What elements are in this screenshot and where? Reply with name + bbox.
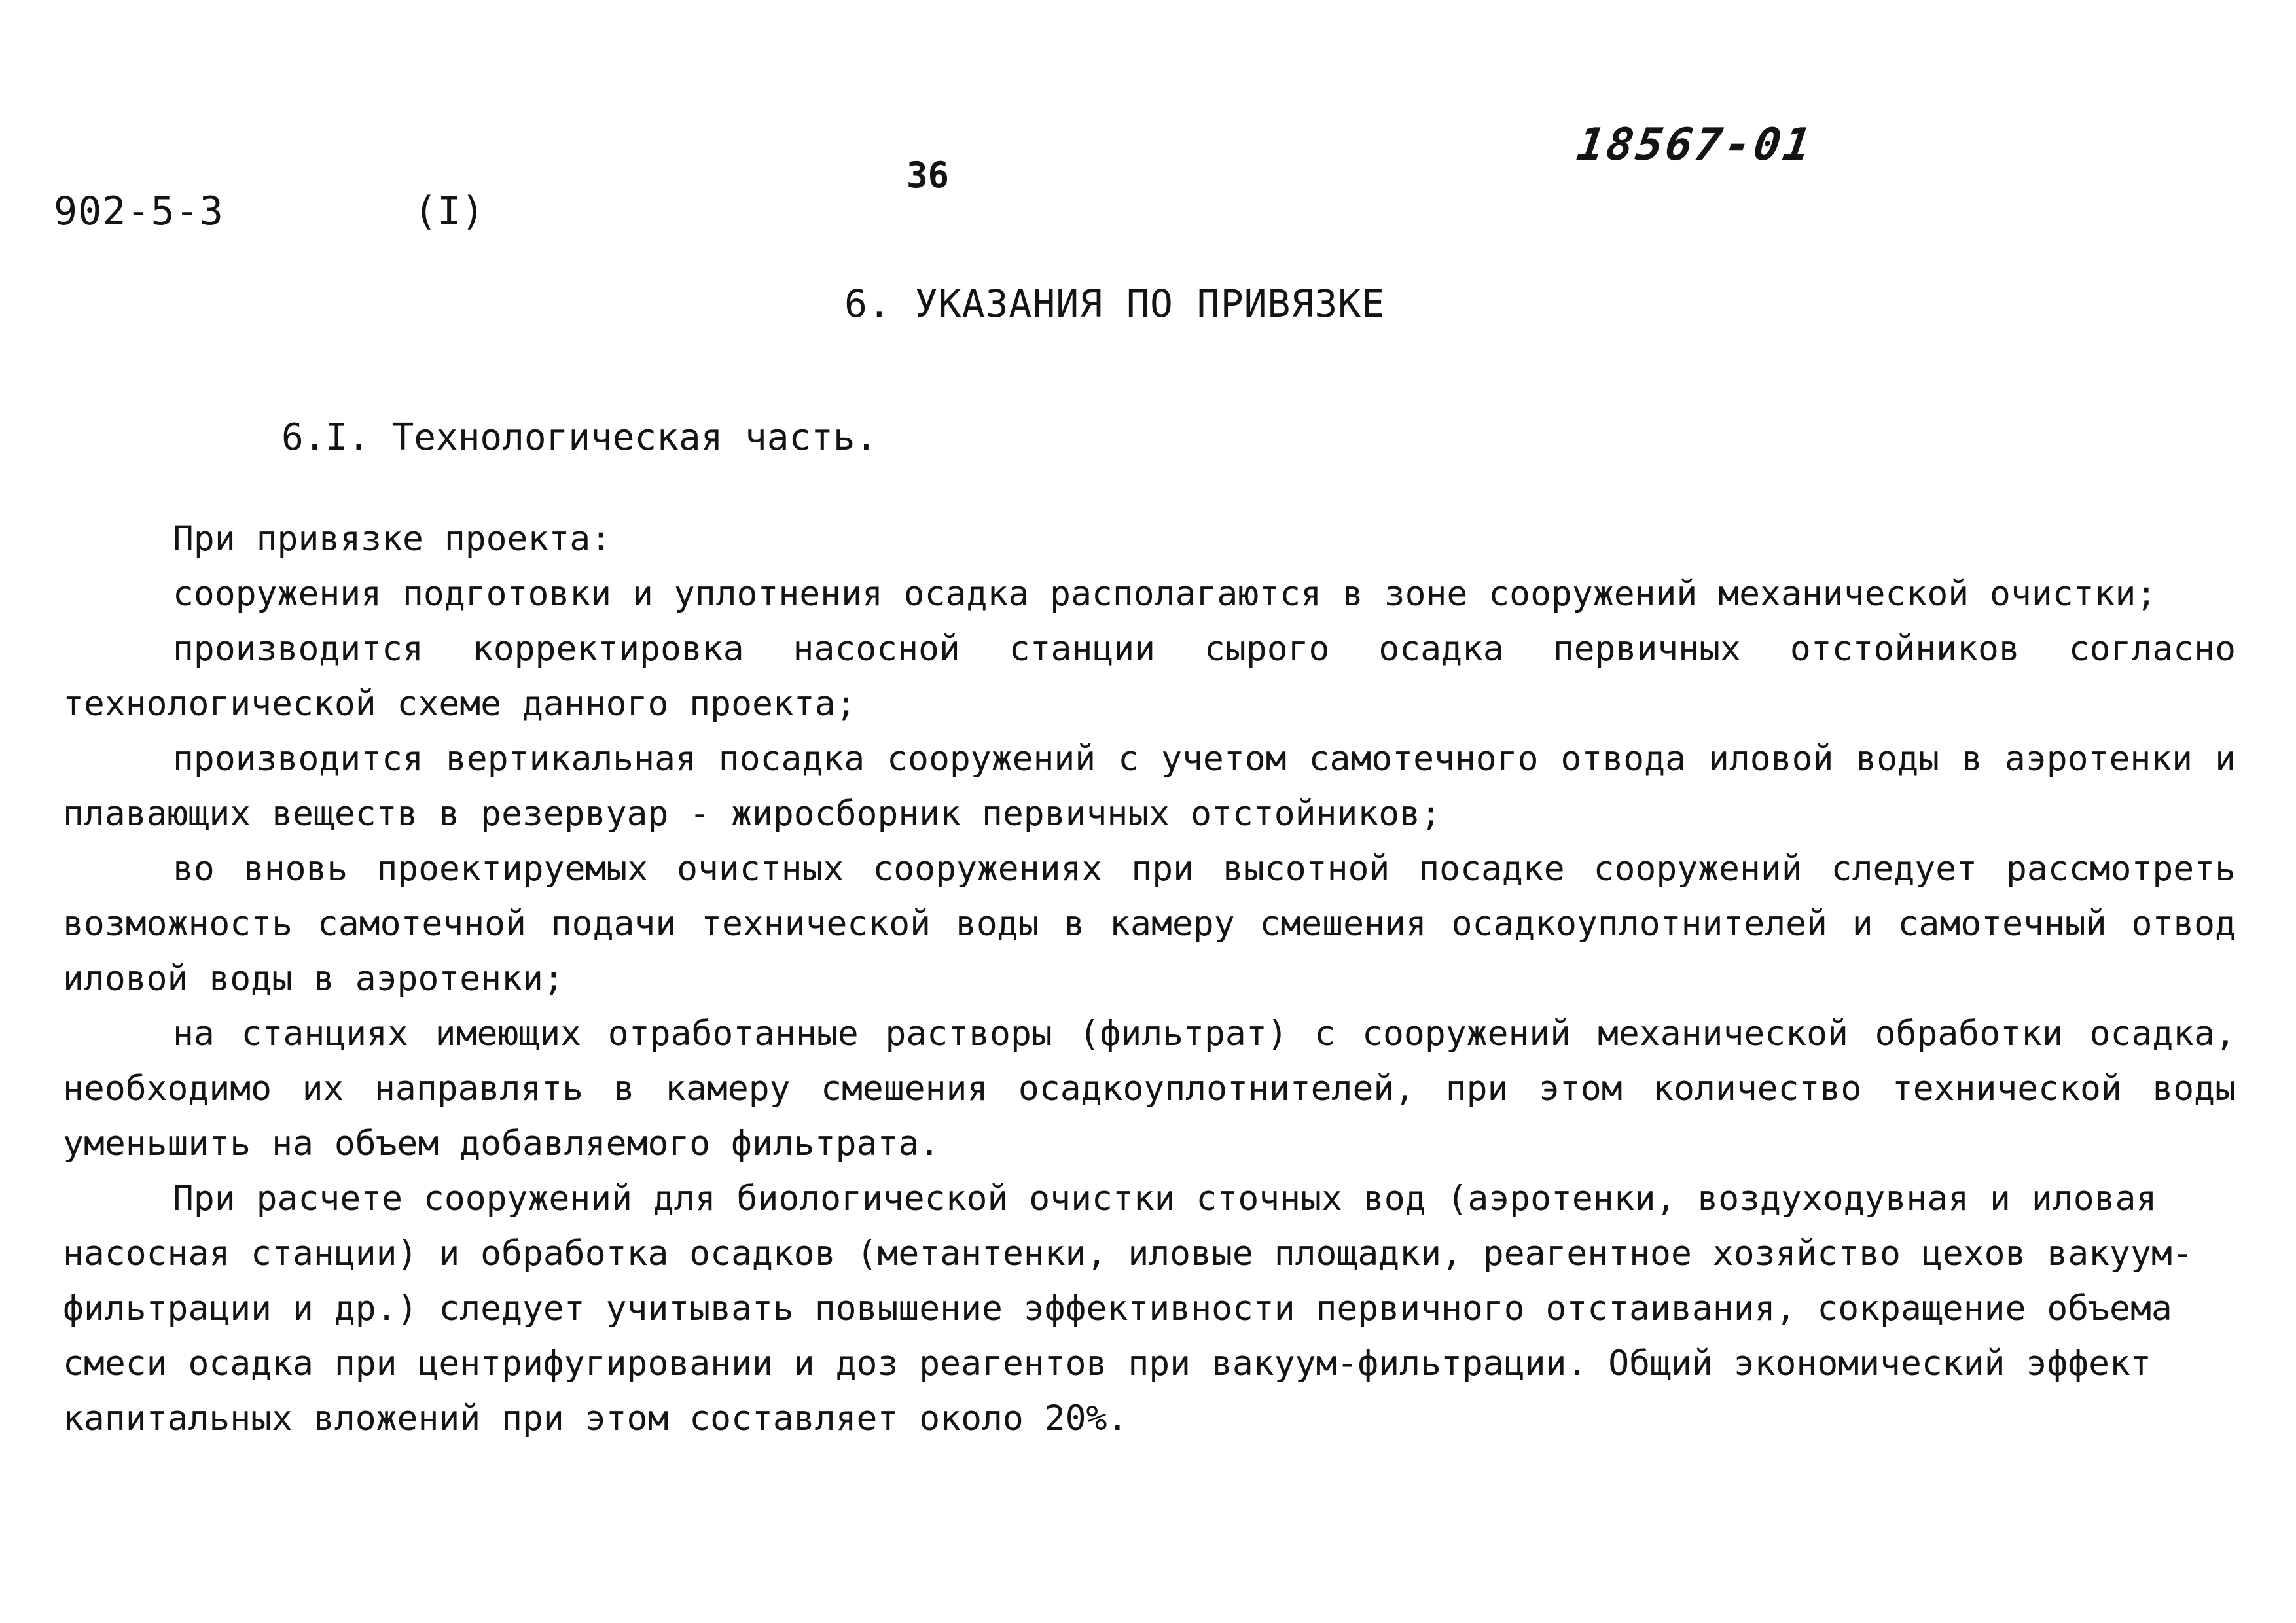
paragraph: производится корректировка насосной станции сырого осадка первичных отстойников согласно технологической схеме данного проекта;	[63, 629, 2236, 724]
paragraph: во вновь проектируемых очистных сооружениях при высотной посадке сооружений следует рассмотреть возможность самотечной подачи технической воды в камеру смешения осадкоуплотнителей и самотечный отвод иловой воды в аэротенки;	[63, 849, 2236, 999]
page-number: 36	[906, 154, 950, 196]
body-text	[63, 512, 2236, 1446]
paragraph: производится вертикальная посадка сооружений с учетом самотечного отвода иловой воды в аэротенки и плавающих веществ в резервуар - жиросборник первичных отстойников;	[63, 739, 2236, 834]
document-code: 902-5-3	[54, 188, 224, 234]
subsection-title: 6.I. Технологическая часть.	[281, 416, 878, 459]
paragraph-economic-effect: При расчете сооружений для биологической очистки сточных вод (аэротенки, воздуходувная и иловая насосная станции) и обработка осадков (метантенки, иловые площадки, реагентное хозяйство цехов вакуум-фильтрации и др.) следует учитывать повышение эффективности первичного отстаивания, сокращение объема смеси осадка при центрифугировании и доз реагентов при вакуум-фильтрации. Общий экономический эффект капитальных вложений при этом составляет около 20%.	[63, 1179, 2193, 1438]
paragraph: на станциях имеющих отработанные растворы (фильтрат) с сооружений механической обработки осадка, необходимо их направлять в камеру смешения осадкоуплотнителей, при этом количество технической воды уменьшить на объем добавляемого фильтрата.	[63, 1014, 2236, 1164]
section-title: 6. УКАЗАНИЯ ПО ПРИВЯЗКЕ	[844, 281, 1386, 326]
paragraph-intro: При привязке проекта:	[173, 519, 612, 559]
document-part: (I)	[414, 188, 485, 234]
paragraph: сооружения подготовки и уплотнения осадка располагаются в зоне сооружений механической очистки;	[173, 574, 2157, 614]
inventory-stamp: 18567-01	[1573, 119, 1817, 171]
